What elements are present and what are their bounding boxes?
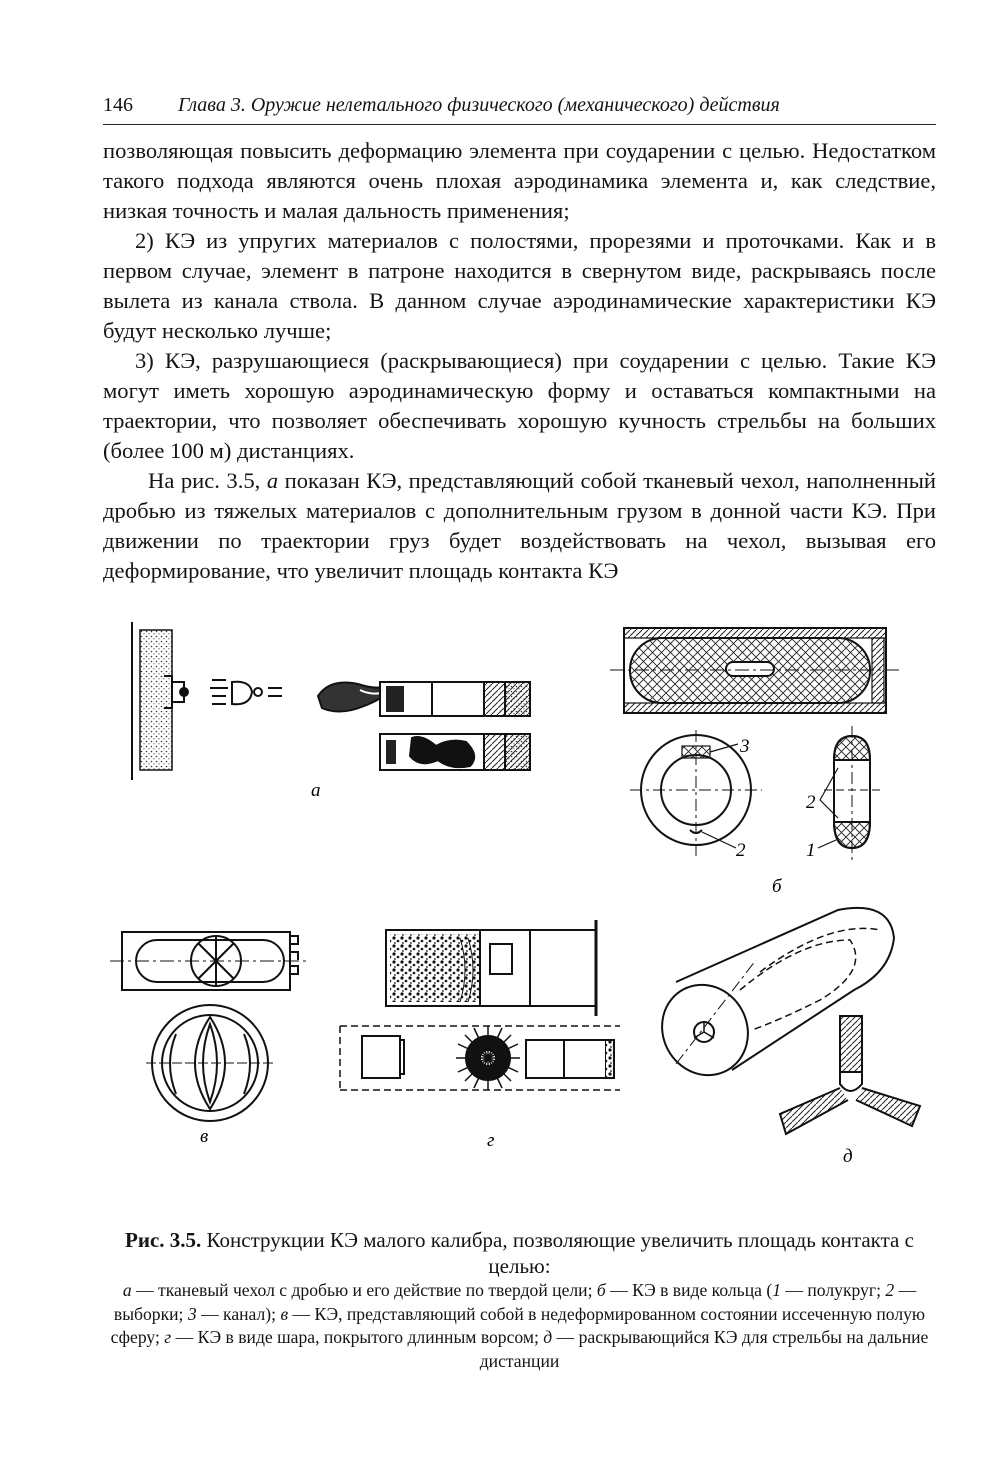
callout-1: 1 [806,840,816,861]
figure-a [132,622,530,780]
label-g: г [487,1130,495,1151]
label-a: а [311,780,321,801]
figure-g [340,920,620,1090]
chapter-title: Глава 3. Оружие нелетального физического (механического) действия [178,94,780,116]
paragraph: 2) КЭ из упругих материалов с полостями, прорезями и проточками. Как и в первом случае, элемент в патроне находится в свернутом виде, раскрываясь после вылета из канала ствола. В данном случае аэродинамические характеристики КЭ будут несколько лучше; [103,228,936,343]
callout-2-side: 2 [806,792,816,813]
figure-caption [103,1227,936,1279]
label-v: в [200,1126,209,1147]
figure-3-5 [0,600,1000,1200]
label-b: б [772,876,782,897]
body-text [103,136,936,586]
paragraph: На рис. 3.5, а показан КЭ, представляющий собой тканевый чехол, наполненный дробью из тяжелых материалов с дополнительным грузом в донной части КЭ. При движении по траектории груз будет воздействовать на чехол, вызывая его деформирование, что увеличит площадь контакта КЭ [103,468,936,583]
figure-d [646,908,920,1134]
figure-v [110,932,306,1121]
caption-text: Конструкции КЭ малого калибра, позволяющие увеличить площадь контакта с целью: [206,1228,914,1278]
page-header [103,90,936,125]
figure-b [610,628,900,860]
callout-2-ring: 2 [736,840,746,861]
paragraph: позволяющая повысить деформацию элемента при соударении с целью. Недостатком такого подхода являются очень плохая аэродинамика элемента и, как следствие, низкая точность и малая дальность применения; [103,138,936,223]
label-d: д [843,1146,853,1167]
callout-3: 3 [740,736,750,757]
page-number: 146 [103,94,133,116]
caption-number: Рис. 3.5. [125,1228,202,1252]
paragraph: 3) КЭ, разрушающиеся (раскрывающиеся) при соударении с целью. Такие КЭ могут иметь хорошую аэродинамическую форму и оставаться компактными на траектории, что позволяет обеспечивать хорошую кучность стрельбы на больших (более 100 м) дистанциях. [103,348,936,463]
figure-legend: а — тканевый чехол с дробью и его действие по твердой цели; б — КЭ в виде кольца (1 — полукруг; 2 — выборки; 3 — канал); в — КЭ, представляющий собой в недеформированном состоянии иссеченную полую сферу; г — КЭ в виде шара, покрытого длинным ворсом; д — раскрывающийся КЭ для стрельбы на дальние дистанции [110,1280,929,1371]
